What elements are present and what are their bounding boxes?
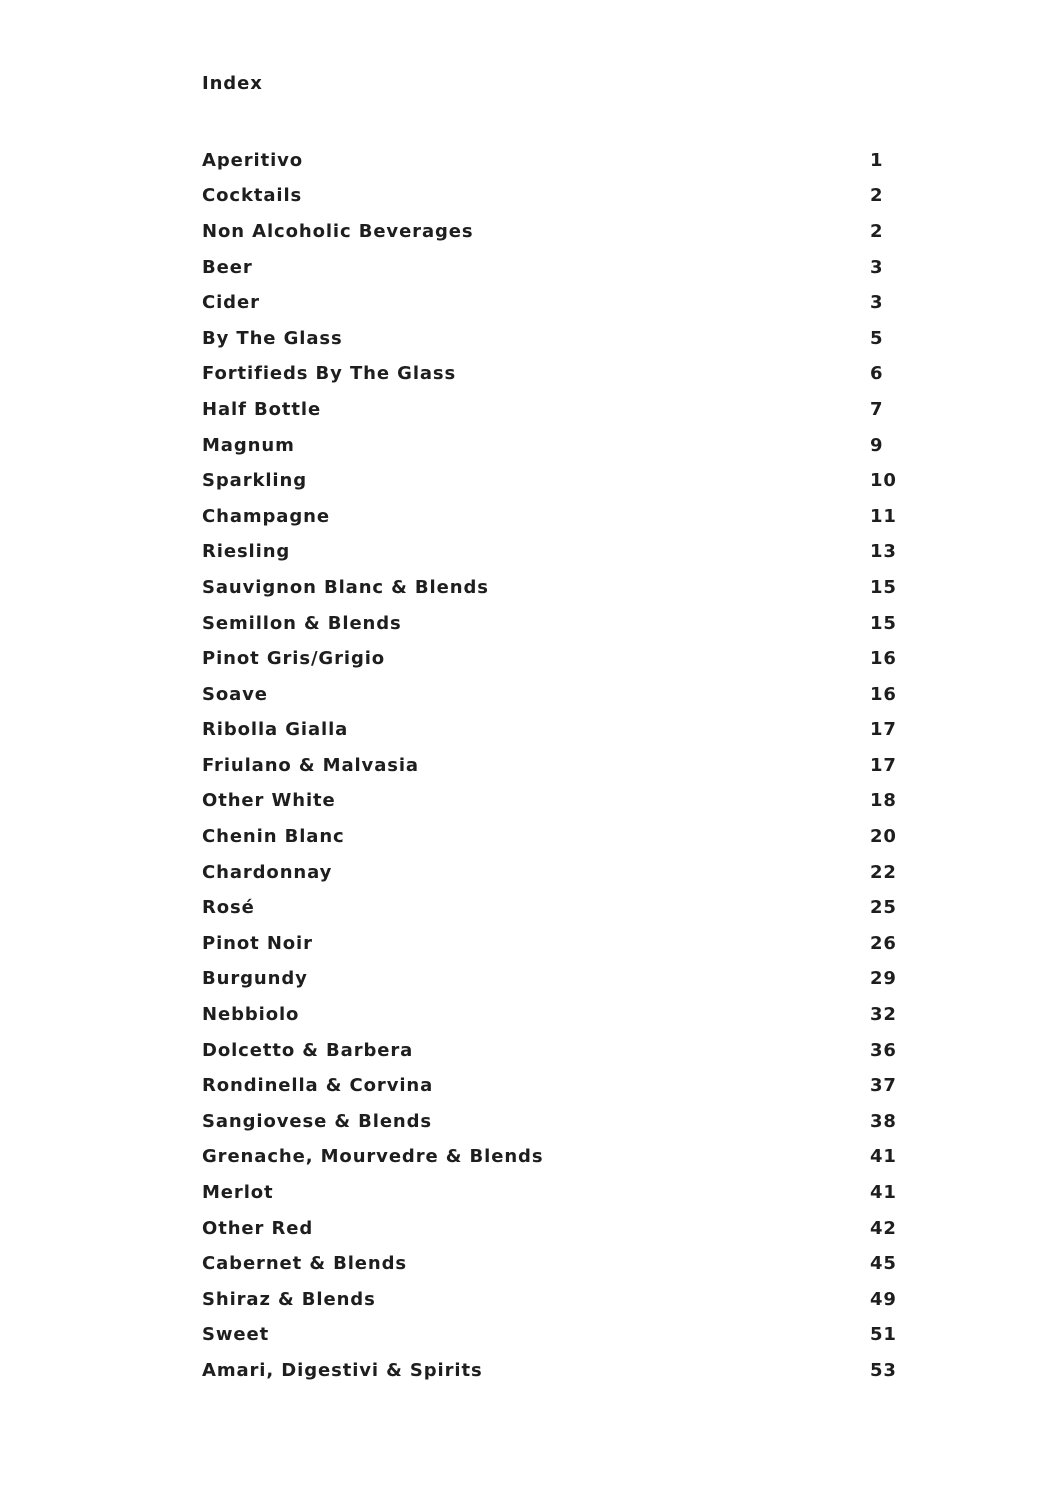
- index-entry-name: Sauvignon Blanc & Blends: [202, 576, 489, 598]
- index-entry-page-number: 45: [870, 1253, 897, 1275]
- index-entry[interactable]: [202, 890, 902, 926]
- index-entry[interactable]: [202, 1211, 902, 1247]
- index-entry[interactable]: [202, 214, 902, 250]
- index-list: [202, 143, 902, 1389]
- index-entry[interactable]: [202, 1104, 902, 1140]
- index-entry-name: Magnum: [202, 434, 295, 456]
- index-entry-name: Amari, Digestivi & Spirits: [202, 1359, 483, 1381]
- index-entry-page-number: 20: [870, 826, 897, 848]
- index-entry-page-number: 6: [870, 363, 884, 385]
- index-entry[interactable]: [202, 1033, 902, 1069]
- index-entry-name: Riesling: [202, 541, 291, 563]
- index-entry-page-number: 15: [870, 612, 897, 634]
- index-entry-page-number: 49: [870, 1288, 897, 1310]
- index-entry[interactable]: [202, 784, 902, 820]
- index-entry-page-number: 51: [870, 1324, 897, 1346]
- index-entry-page-number: 32: [870, 1004, 897, 1026]
- index-entry[interactable]: [202, 1175, 902, 1211]
- index-entry-page-number: 2: [870, 220, 884, 242]
- index-entry[interactable]: [202, 179, 902, 215]
- index-entry-page-number: 42: [870, 1217, 897, 1239]
- index-entry-page-number: 5: [870, 327, 884, 349]
- index-entry-name: Friulano & Malvasia: [202, 754, 419, 776]
- index-entry[interactable]: [202, 321, 902, 357]
- index-entry-name: Sangiovese & Blends: [202, 1110, 433, 1132]
- index-entry-name: Cider: [202, 292, 260, 314]
- index-entry-page-number: 36: [870, 1039, 897, 1061]
- index-entry[interactable]: [202, 677, 902, 713]
- index-entry[interactable]: [202, 819, 902, 855]
- index-entry-name: Grenache, Mourvedre & Blends: [202, 1146, 544, 1168]
- index-entry-name: Pinot Noir: [202, 932, 313, 954]
- index-entry-name: Shiraz & Blends: [202, 1288, 376, 1310]
- index-entry[interactable]: [202, 748, 902, 784]
- index-entry[interactable]: [202, 357, 902, 393]
- page-title: Index: [202, 73, 263, 94]
- index-entry[interactable]: [202, 713, 902, 749]
- index-entry-page-number: 15: [870, 576, 897, 598]
- index-entry-name: Semillon & Blends: [202, 612, 402, 634]
- index-entry[interactable]: [202, 997, 902, 1033]
- index-entry[interactable]: [202, 641, 902, 677]
- index-entry[interactable]: [202, 570, 902, 606]
- index-entry-name: Cabernet & Blends: [202, 1253, 407, 1275]
- index-entry-name: Other Red: [202, 1217, 314, 1239]
- index-entry-name: Chenin Blanc: [202, 826, 345, 848]
- index-entry-page-number: 53: [870, 1359, 897, 1381]
- index-entry-page-number: 29: [870, 968, 897, 990]
- index-entry-page-number: 3: [870, 292, 884, 314]
- index-entry-name: Nebbiolo: [202, 1004, 300, 1026]
- index-entry[interactable]: [202, 606, 902, 642]
- index-entry[interactable]: [202, 1140, 902, 1176]
- index-entry-page-number: 2: [870, 185, 884, 207]
- index-entry-page-number: 41: [870, 1146, 897, 1168]
- index-entry-page-number: 3: [870, 256, 884, 278]
- index-entry-name: Other White: [202, 790, 336, 812]
- index-entry[interactable]: [202, 926, 902, 962]
- index-entry-page-number: 26: [870, 932, 897, 954]
- index-entry-page-number: 37: [870, 1075, 897, 1097]
- index-entry[interactable]: [202, 1068, 902, 1104]
- index-entry-page-number: 10: [870, 470, 897, 492]
- index-entry-page-number: 17: [870, 719, 897, 741]
- index-entry[interactable]: [202, 1318, 902, 1354]
- index-entry[interactable]: [202, 463, 902, 499]
- index-entry[interactable]: [202, 428, 902, 464]
- index-entry[interactable]: [202, 499, 902, 535]
- index-entry-name: Rondinella & Corvina: [202, 1075, 434, 1097]
- index-entry-page-number: 41: [870, 1182, 897, 1204]
- index-entry[interactable]: [202, 285, 902, 321]
- index-entry[interactable]: [202, 1353, 902, 1389]
- index-entry-page-number: 1: [870, 149, 884, 171]
- index-entry-name: Aperitivo: [202, 149, 304, 171]
- index-entry-page-number: 13: [870, 541, 897, 563]
- index-entry-name: Dolcetto & Barbera: [202, 1039, 414, 1061]
- index-entry-name: By The Glass: [202, 327, 343, 349]
- index-entry-page-number: 16: [870, 648, 897, 670]
- index-entry-name: Pinot Gris/Grigio: [202, 648, 386, 670]
- index-entry[interactable]: [202, 392, 902, 428]
- index-entry-name: Fortifieds By The Glass: [202, 363, 457, 385]
- index-entry-page-number: 25: [870, 897, 897, 919]
- index-entry[interactable]: [202, 1282, 902, 1318]
- index-entry-name: Champagne: [202, 505, 330, 527]
- index-entry-name: Non Alcoholic Beverages: [202, 220, 474, 242]
- index-entry[interactable]: [202, 1246, 902, 1282]
- index-entry-page-number: 16: [870, 683, 897, 705]
- index-entry-page-number: 38: [870, 1110, 897, 1132]
- index-entry-name: Sparkling: [202, 470, 307, 492]
- index-entry-name: Rosé: [202, 897, 255, 919]
- index-entry-page-number: 18: [870, 790, 897, 812]
- index-entry-page-number: 11: [870, 505, 897, 527]
- index-entry-name: Soave: [202, 683, 268, 705]
- index-entry[interactable]: [202, 250, 902, 286]
- index-entry-name: Cocktails: [202, 185, 303, 207]
- index-entry-name: Chardonnay: [202, 861, 333, 883]
- index-entry-name: Half Bottle: [202, 398, 322, 420]
- index-entry-name: Ribolla Gialla: [202, 719, 349, 741]
- index-entry-page-number: 17: [870, 754, 897, 776]
- index-entry-name: Burgundy: [202, 968, 308, 990]
- index-entry[interactable]: [202, 855, 902, 891]
- index-entry[interactable]: [202, 962, 902, 998]
- index-entry-page-number: 22: [870, 861, 897, 883]
- index-entry-page-number: 9: [870, 434, 884, 456]
- index-entry-name: Beer: [202, 256, 253, 278]
- index-entry[interactable]: [202, 535, 902, 571]
- index-entry-name: Merlot: [202, 1182, 274, 1204]
- index-entry[interactable]: [202, 143, 902, 179]
- index-entry-name: Sweet: [202, 1324, 270, 1346]
- index-entry-page-number: 7: [870, 398, 884, 420]
